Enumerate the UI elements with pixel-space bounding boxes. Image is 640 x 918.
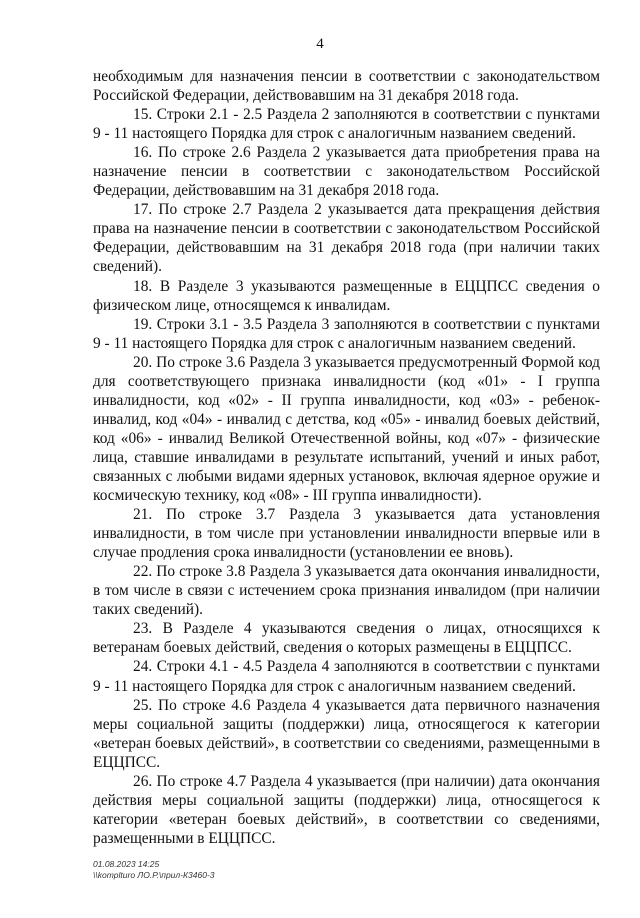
document-footer: [93, 859, 215, 881]
paragraph-22: 22. По строке 3.8 Раздела 3 указывается дата окончания инвалидности, в том числе в связи с истечением срока признания инвалидом (при наличии таких сведений).: [93, 563, 600, 619]
page-number: 4: [316, 36, 324, 52]
paragraph-15: 15. Строки 2.1 - 2.5 Раздела 2 заполняются в соответствии с пунктами 9 - 11 настоящего Порядка для строк с аналогичным названием сведений.: [93, 106, 600, 143]
footer-timestamp: 01.08.2023 14:25: [93, 859, 160, 869]
paragraph-23: 23. В Разделе 4 указываются сведения о лицах, относящихся к ветеранам боевых действий, сведения о которых размещены в ЕЦЦПСС.: [93, 620, 600, 657]
paragraph-24: 24. Строки 4.1 - 4.5 Раздела 4 заполняются в соответствии с пунктами 9 - 11 настоящего Порядка для строк с аналогичным названием сведений.: [93, 658, 600, 695]
footer-file-path: \\komplturo ЛО.Р.\прил-К3460-3: [93, 870, 215, 880]
paragraph-18: 18. В Разделе 3 указываются размещенные в ЕЦЦПСС сведения о физическом лице, относящемся к инвалидам.: [93, 277, 600, 314]
paragraph-14-continuation: необходимым для назначения пенсии в соответствии с законодательством Российской Федерации, действовавшим на 31 декабря 2018 года.: [93, 68, 600, 105]
paragraph-17: 17. По строке 2.7 Раздела 2 указывается дата прекращения действия права на назначение пенсии в соответствии с законодательством Российской Федерации, действовавшим на 31 декабря 2018 года (при наличии таких сведений).: [93, 201, 600, 276]
paragraph-25: 25. По строке 4.6 Раздела 4 указывается дата первичного назначения меры социальной защиты (поддержки) лица, относящегося к категории «ветеран боевых действий», в соответствии со сведениями, размещенными в ЕЦЦПСС.: [93, 696, 600, 771]
paragraph-16: 16. По строке 2.6 Раздела 2 указывается дата приобретения права на назначение пенсии в соответствии с законодательством Российской Федерации, действовавшим на 31 декабря 2018 года.: [93, 144, 600, 200]
document-body: [93, 67, 600, 848]
paragraph-26: 26. По строке 4.7 Раздела 4 указывается (при наличии) дата окончания действия меры социальной защиты (поддержки) лица, относящегося к категории «ветеран боевых действий», в соответствии со сведениями, размещенными в ЕЦЦПСС.: [93, 772, 600, 847]
paragraph-19: 19. Строки 3.1 - 3.5 Раздела 3 заполняются в соответствии с пунктами 9 - 11 настоящего Порядка для строк с аналогичным названием сведений.: [93, 315, 600, 352]
paragraph-21: 21. По строке 3.7 Раздела 3 указывается дата установления инвалидности, в том числе при установлении инвалидности впервые или в случае продления срока инвалидности (установлении ее вновь).: [93, 506, 600, 562]
paragraph-20: 20. По строке 3.6 Раздела 3 указывается предусмотренный Формой код для соответствующего признака инвалидности (код «01» - I группа инвалидности, код «02» - II группа инвалидности, код «03» - ребенок-инвалид, код «04» - инвалид с детства, код «05» - инвалид боевых действий, код «06» - инвалид Великой Отечественной войны, код «07» - физические лица, ставшие инвалидами в результате испытаний, учений и иных работ, связанных с любыми видами ядерных установок, включая ядерное оружие и космическую технику, код «08» - III группа инвалидности).: [93, 353, 600, 505]
